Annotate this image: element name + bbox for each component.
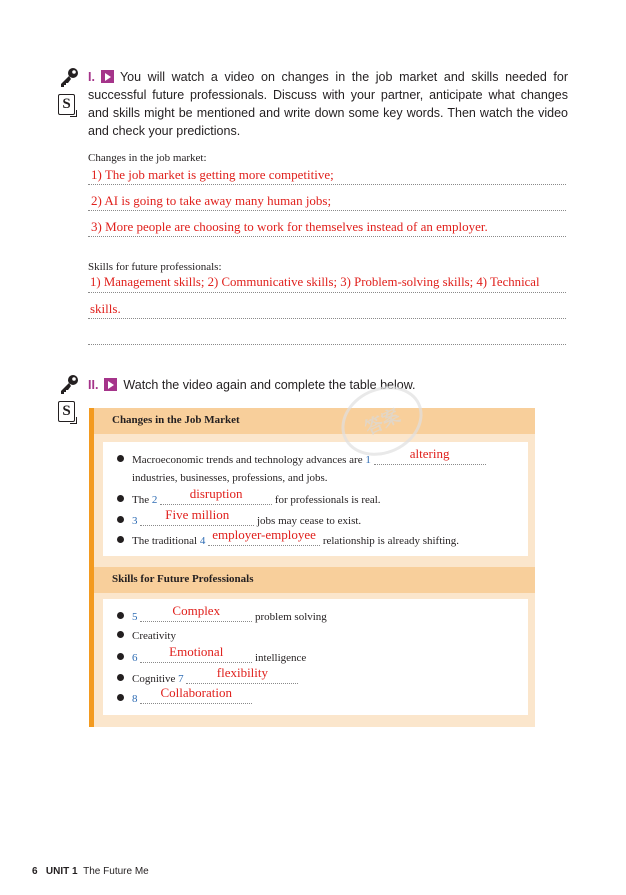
skills-label: Skills for future professionals: [88,261,222,273]
changes-row-3 [117,507,362,527]
skills-answer-1: 1) Management skills; 2) Communicative skills; 3) Problem-solving skills; 4) Technical [90,275,540,289]
blank-number: 5 [132,611,138,623]
blank-number: 1 [365,454,371,466]
unit-label: UNIT 1 [45,866,78,877]
answer-3: Five million [165,507,230,522]
answer-5: Complex [172,603,221,618]
panel-title-skills: Skills for Future Professionals [112,573,254,585]
play-icon [101,70,114,83]
answer-7: flexibility [216,665,269,680]
bullet-icon [117,631,124,638]
key-icon [58,66,80,88]
answer-blank-3[interactable] [140,507,254,526]
skills-row-6 [117,644,307,664]
section2-instruction-text: Watch the video again and complete the table below. [123,378,416,392]
row-text: Cognitive [132,673,176,685]
skills-answer-line[interactable] [88,298,566,319]
answer-4: employer-employee [212,527,316,542]
row-text: jobs may cease to exist. [257,515,362,527]
answer-2: disruption [189,486,243,501]
row-text: relationship is already shifting. [322,535,460,547]
section1-number: I. [88,70,95,84]
changes-answer-3: 3) More people are choosing to work for themselves instead of an employer. [91,219,488,234]
blank-number: 3 [132,515,138,527]
answer-blank-5[interactable] [140,603,252,622]
skills-answer-line[interactable] [88,272,566,293]
blank-number: 2 [151,494,158,506]
answer-blank-8[interactable] [140,685,252,704]
skills-row-5 [117,603,327,623]
answer-1: altering [409,446,450,461]
row-text: for professionals is real. [274,494,381,506]
changes-row-1-cont: industries, businesses, professions, and jobs. [132,472,328,484]
answer-blank-1[interactable] [374,446,486,465]
changes-row-4 [117,527,460,547]
changes-answer-line[interactable] [88,164,566,185]
section1-instruction-text: You will watch a video on changes in the job market and skills needed for successful future professionals. Discuss with your partner, anticipate what changes and skills might be mentioned and write down some key words. Then watch the video and check your predictions. [88,70,568,138]
answer-blank-6[interactable] [140,644,252,663]
blank-number: 6 [132,652,138,664]
changes-answer-line[interactable] [88,216,566,237]
play-icon [104,378,117,391]
answer-blank-2[interactable] [160,486,272,505]
blank-number: 4 [199,535,206,547]
changes-box [103,442,528,556]
key-icon [58,373,80,395]
changes-answer-line[interactable] [88,190,566,211]
row-text: Creativity [132,630,176,642]
skills-answer-2: skills. [90,301,121,316]
bullet-icon [117,612,124,619]
section2-number: II. [88,378,99,392]
skills-row-8 [117,685,252,705]
page-footer [32,866,149,877]
skills-row-7 [117,665,298,685]
blank-number: 8 [132,693,138,705]
panel-title-changes: Changes in the Job Market [112,414,240,426]
unit-title: The Future Me [83,866,149,877]
changes-row-2 [117,486,381,506]
section1-instruction [88,68,568,140]
blank-number: 7 [178,673,184,685]
page-number: 6 [32,866,38,877]
skills-box [103,599,528,715]
answer-8: Collaboration [160,685,232,700]
bullet-icon [117,536,124,543]
answer-blank-7[interactable] [186,665,298,684]
bullet-icon [117,495,124,502]
panel-header-skills [94,567,535,593]
bullet-icon [117,653,124,660]
changes-answer-2: 2) AI is going to take away many human jobs; [91,193,332,208]
answer-6: Emotional [169,644,224,659]
changes-answer-1: 1) The job market is getting more competitive; [91,167,334,182]
skills-row-creativity [117,630,176,642]
section2-instruction [88,376,568,394]
bullet-icon [117,516,124,523]
bullet-icon [117,674,124,681]
bullet-icon [117,694,124,701]
row-text: Macroeconomic trends and technology advances are [132,454,363,466]
changes-row-1 [117,446,486,466]
changes-label: Changes in the job market: [88,152,207,164]
answer-blank-4[interactable] [208,527,320,546]
row-text: The [132,494,150,506]
script-icon: S [58,94,75,115]
skills-answer-line[interactable] [88,324,566,345]
panel-header-changes [94,408,535,434]
row-text: The traditional [132,535,198,547]
watermark-stamp: 答案 [330,373,434,468]
row-text: problem solving [255,611,327,623]
row-text: intelligence [255,652,307,664]
script-icon: S [58,401,75,422]
bullet-icon [117,455,124,462]
